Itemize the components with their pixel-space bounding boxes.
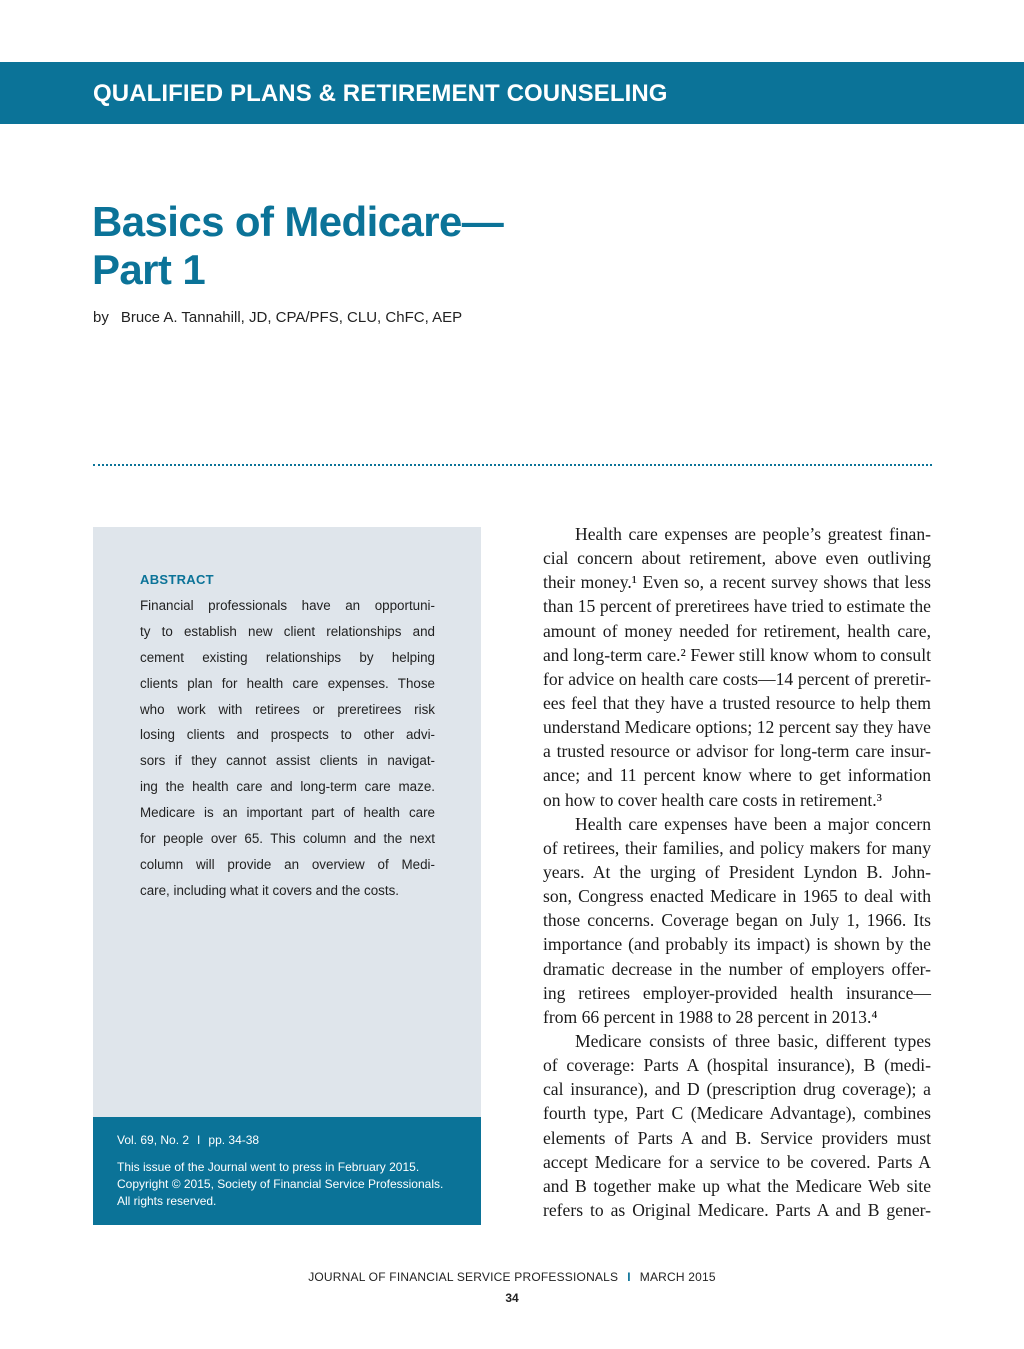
body-line: of retirees, their families, and policy makers for many <box>543 837 931 858</box>
running-footer <box>0 1270 1024 1284</box>
volume-number: Vol. 69, No. 2 <box>117 1133 190 1147</box>
body-line: accept Medicare for a service to be covered. Parts A <box>543 1151 931 1172</box>
abstract-heading: ABSTRACT <box>140 572 214 587</box>
dotted-divider <box>93 464 932 466</box>
body-line: ees feel that they have a trusted resource to help them <box>543 692 931 713</box>
body-line: a trusted resource or advisor for long-term care insur- <box>543 741 931 762</box>
issue-date: MARCH 2015 <box>639 1270 716 1284</box>
body-line: Medicare consists of three basic, different types <box>575 1030 931 1051</box>
abstract-text <box>140 596 435 907</box>
abstract-line: Financial professionals have an opportuni- <box>140 598 435 613</box>
article-title-line-2: Part 1 <box>92 246 206 293</box>
body-line: son, Congress enacted Medicare in 1965 to deal with <box>543 886 931 907</box>
article-title <box>92 198 503 294</box>
body-line: years. At the urging of President Lyndon B. John- <box>543 861 931 882</box>
body-line: fourth type, Part C (Medicare Advantage), combines <box>543 1103 931 1124</box>
abstract-line: losing clients and prospects to other advi- <box>140 727 435 743</box>
abstract-line: ing the health care and long-term care maze. <box>140 779 435 795</box>
body-line: understand Medicare options; 12 percent say they have <box>543 717 931 738</box>
body-line: and long-term care.² Fewer still know whom to consult <box>543 644 931 665</box>
footer-separator: I <box>627 1270 631 1284</box>
article-title-line-1: Basics of Medicare— <box>92 198 504 245</box>
body-line: refers to as Original Medicare. Parts A and B gener- <box>543 1199 931 1220</box>
journal-name: JOURNAL OF FINANCIAL SERVICE PROFESSIONALS <box>308 1270 619 1284</box>
body-line: than 15 percent of preretirees have tried to estimate the <box>543 596 931 617</box>
volume-info <box>117 1133 259 1147</box>
body-line: importance (and probably its impact) is shown by the <box>543 934 931 955</box>
body-line: cal insurance), and D (prescription drug coverage); a <box>543 1079 931 1100</box>
body-line: those concerns. Coverage began on July 1, 1966. Its <box>543 910 931 931</box>
abstract-line: ty to establish new client relationships and <box>140 623 435 639</box>
abstract-line: for people over 65. This column and the next <box>140 831 435 847</box>
section-title: QUALIFIED PLANS & RETIREMENT COUNSELING <box>93 80 668 107</box>
body-line: amount of money needed for retirement, health care, <box>543 620 931 641</box>
body-line: ing retirees employer-provided health insurance— <box>543 982 931 1003</box>
press-line: All rights reserved. <box>117 1194 217 1208</box>
article-body <box>543 522 931 1222</box>
abstract-line: clients plan for health care expenses. Those <box>140 675 435 691</box>
volume-separator: I <box>197 1133 201 1147</box>
body-line: ance; and 11 percent know where to get information <box>543 765 931 786</box>
abstract-line: column will provide an overview of Medi- <box>140 856 435 872</box>
abstract-line: cement existing relationships by helping <box>140 649 435 665</box>
press-line: This issue of the Journal went to press in February 2015. <box>117 1160 420 1174</box>
abstract-line: who work with retirees or preretirees risk <box>140 701 435 717</box>
body-line: from 66 percent in 1988 to 28 percent in 2013.⁴ <box>543 1006 878 1027</box>
body-line: their money.¹ Even so, a recent survey shows that less <box>543 572 931 593</box>
body-line: dramatic decrease in the number of employers offer- <box>543 958 931 979</box>
body-line: on how to cover health care costs in retirement.³ <box>543 789 882 810</box>
page-number: 34 <box>505 1291 519 1305</box>
author-name: Bruce A. Tannahill, JD, CPA/PFS, CLU, ChFC, AEP <box>120 309 463 326</box>
abstract-line: Medicare is an important part of health care <box>140 805 435 821</box>
body-line: Health care expenses have been a major concern <box>575 813 931 834</box>
press-notice <box>117 1159 443 1210</box>
body-line: and B together make up what the Medicare Web site <box>543 1175 931 1196</box>
body-line: elements of Parts A and B. Service providers must <box>543 1127 931 1148</box>
abstract-line: sors if they cannot assist clients in navigat- <box>140 753 435 769</box>
body-line: for advice on health care costs—14 percent of preretir- <box>543 668 931 689</box>
byline <box>93 309 462 326</box>
abstract-line: care, including what it covers and the costs. <box>140 882 400 898</box>
press-line: Copyright © 2015, Society of Financial Service Professionals. <box>117 1177 444 1191</box>
byline-prefix: by <box>93 309 109 326</box>
body-line: of coverage: Parts A (hospital insurance), B (medi- <box>543 1055 931 1076</box>
page-range: pp. 34-38 <box>208 1133 260 1147</box>
body-line: Health care expenses are people’s greatest finan- <box>575 524 931 544</box>
body-line: cial concern about retirement, above even outliving <box>543 548 931 569</box>
